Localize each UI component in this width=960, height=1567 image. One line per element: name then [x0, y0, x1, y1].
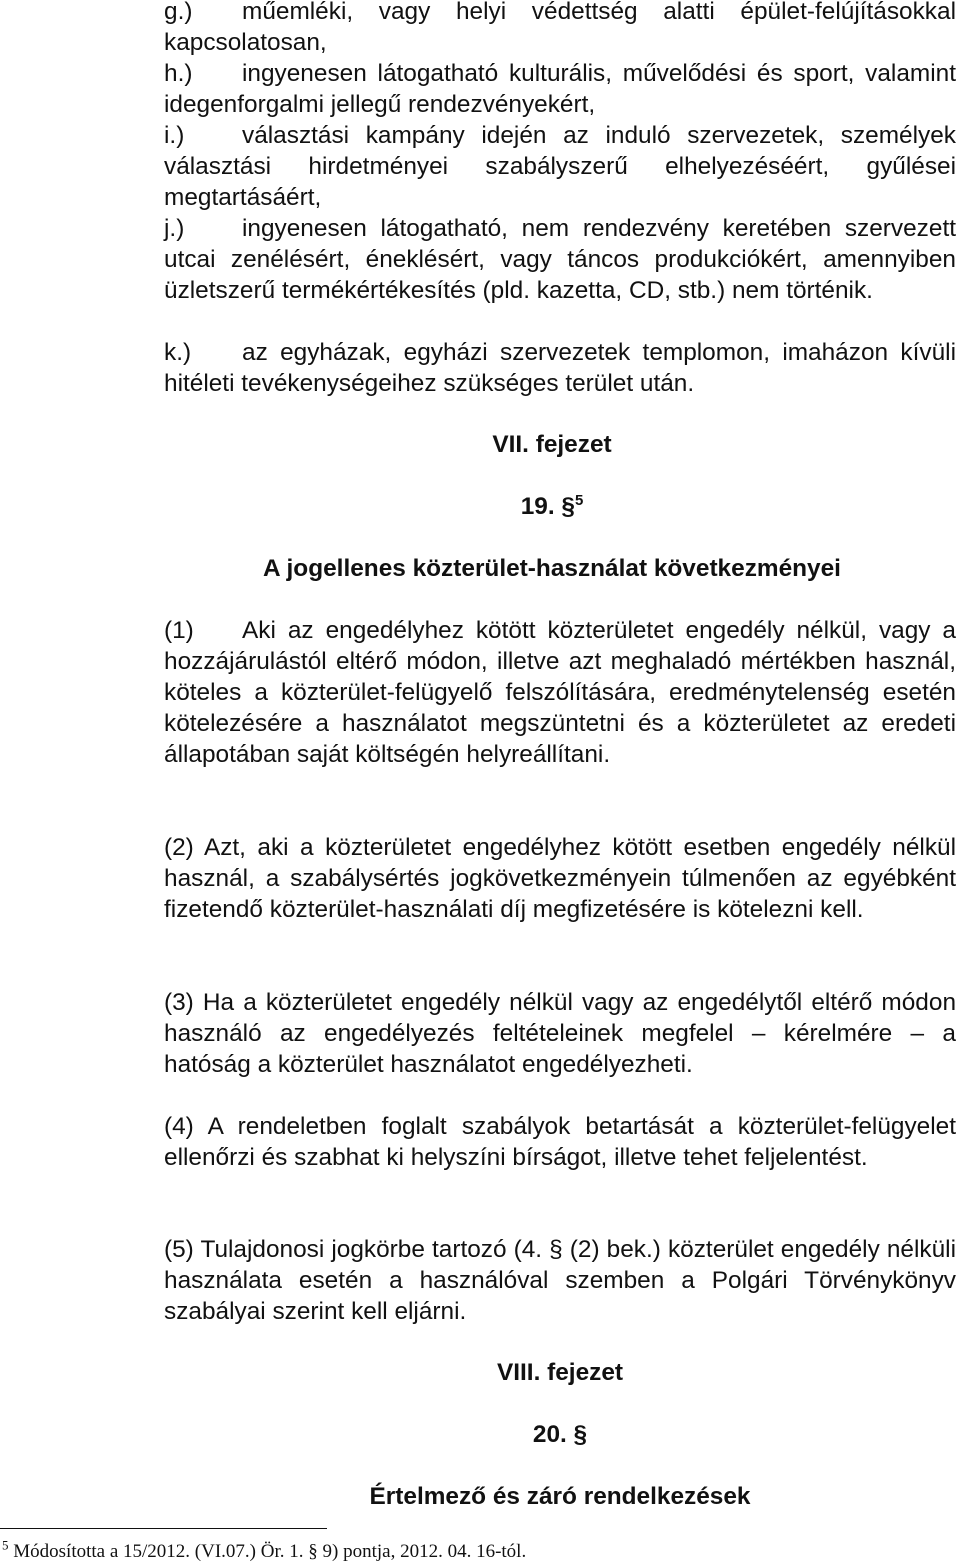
list-text: választási kampány idején az induló szervezetek, személyek választási hirdetményei szabályszerű elhelyezéséért, gyűlései megtartásáért, [164, 122, 956, 211]
paragraph-text: Tulajdonosi jogkörbe tartozó (4. § (2) bek.) közterület engedély nélküli használata esetén a használóval szemben a Polgári Törvénykönyv szabályai szerint kell eljárni. [164, 1236, 957, 1325]
paragraph-1 [164, 615, 956, 770]
chapter-heading: VII. fejezet [492, 431, 612, 458]
paragraph-label: (1) [164, 617, 194, 644]
footnote-separator [0, 1528, 327, 1529]
list-text: ingyenesen látogatható kulturális, művelődési és sport, valamint idegenforgalmi jellegű rendezvényekért, [164, 60, 956, 118]
paragraph-text: Azt, aki a közterületet engedélyhez kötött esetben engedély nélkül használ, a szabálysértés jogkövetkezményein túlmenően az egyébként fizetendő közterület-használati díj megfizetésére is kötelezni kell. [164, 834, 956, 923]
list-item-i [164, 120, 956, 213]
paragraph-label: (4) [164, 1113, 194, 1140]
paragraph-3 [164, 987, 956, 1080]
list-label: k.) [164, 339, 192, 366]
section-number [0, 491, 960, 522]
paragraph-text: A rendeletben foglalt szabályok betartását a közterület-felügyelet ellenőrzi és szabhat ki helyszíni bírságot, illetve tehet feljelentést. [164, 1113, 957, 1171]
list-label: i.) [164, 122, 185, 149]
section-number: 20. § [532, 1421, 588, 1448]
footnote-text: Módosította a 15/2012. (VI.07.) Ör. 1. § 9) pontja, 2012. 04. 16-tól. [13, 1541, 527, 1562]
list-label: j.) [164, 215, 185, 242]
paragraph-label: (3) [164, 989, 194, 1016]
paragraph-text: Aki az engedélyhez kötött közterületet engedély nélkül, vagy a hozzájárulástól eltérő módon, illetve azt meghaladó mértékben használ, köteles a közterület-felügyelő felszólítására, eredménytelenség esetén kötelezésére a használatot megszüntetni és a közterületet az eredeti állapotában saját költségén helyreállítani. [164, 617, 956, 768]
list-label: g.) [164, 0, 193, 25]
list-item-g [164, 0, 956, 58]
paragraph-label: (5) [164, 1236, 194, 1263]
list-item-k [164, 337, 956, 399]
paragraph-text: Ha a közterületet engedély nélkül vagy az engedélytől eltérő módon használó az engedélyezés feltételeinek megfelel – kérelmére – a hatóság a közterület használatot engedélyezheti. [164, 989, 957, 1078]
section-title: A jogellenes közterület-használat következményei [263, 555, 841, 582]
paragraph-4 [164, 1111, 956, 1173]
section-label: 19. § [520, 493, 575, 520]
footnote [2, 1539, 526, 1565]
section-title: Értelmező és záró rendelkezések [369, 1483, 751, 1510]
paragraph-5 [164, 1234, 956, 1327]
chapter-heading: VIII. fejezet [496, 1359, 624, 1386]
footnote-reference: 5 [574, 491, 584, 509]
list-text: műemléki, vagy helyi védettség alatti épület-felújításokkal kapcsolatosan, [164, 0, 956, 56]
paragraph-2 [164, 832, 956, 925]
list-item-h [164, 58, 956, 120]
list-label: h.) [164, 60, 193, 87]
list-text: ingyenesen látogatható, nem rendezvény keretében szervezett utcai zenélésért, éneklésért, vagy táncos produkciókért, amennyiben üzletszerű termékértékesítés (pld. kazetta, CD, stb.) nem történik. [164, 215, 956, 304]
paragraph-label: (2) [164, 834, 194, 861]
footnote-mark: 5 [2, 1537, 9, 1553]
list-item-j [164, 213, 956, 306]
list-text: az egyházak, egyházi szervezetek templomon, imaházon kívüli hitéleti tevékenységeihez szükséges terület után. [164, 339, 956, 397]
